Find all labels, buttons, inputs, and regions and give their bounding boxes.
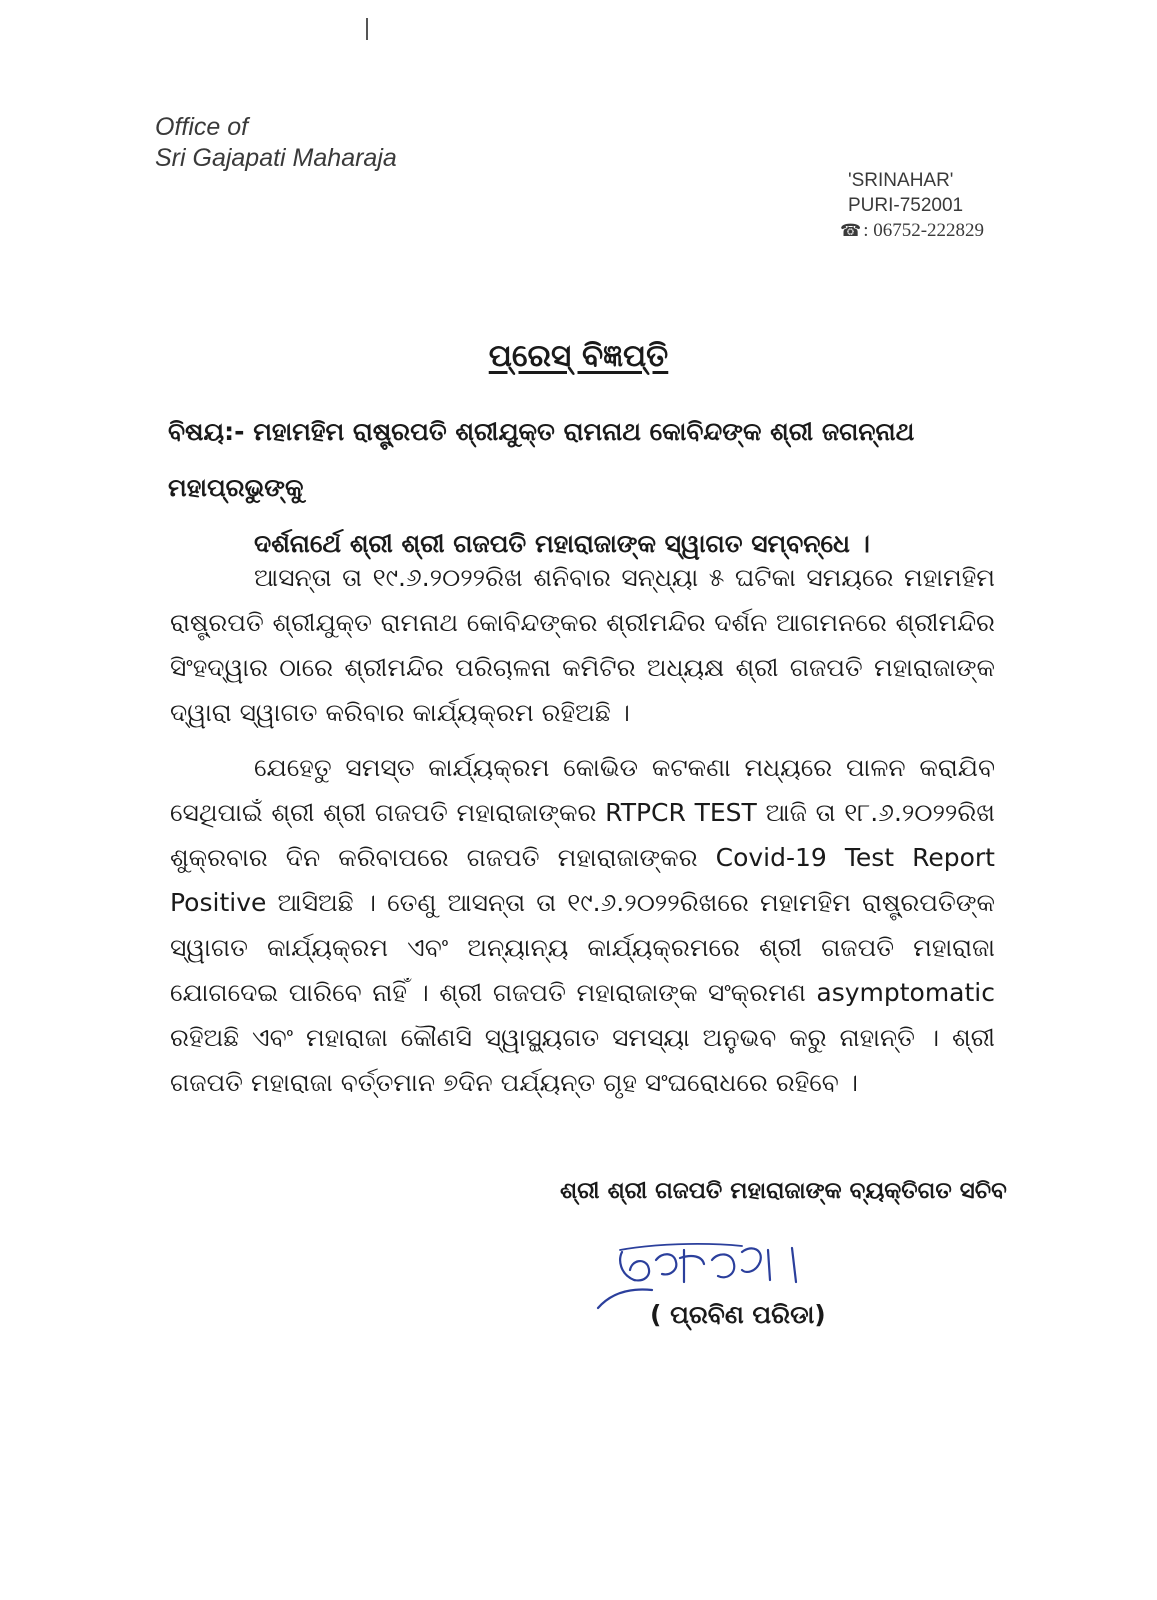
signature-stroke bbox=[598, 1248, 796, 1308]
fold-mark bbox=[366, 18, 368, 40]
subject-block bbox=[168, 404, 998, 572]
telephone-icon: ☎ bbox=[840, 221, 862, 240]
paragraph-1: ଆସନ୍ତା ତା ୧୯.୬.୨୦୨୨ରିଖ ଶନିବାର ସନ୍ଧ୍ୟା ୫ ଘଟିକା ସମୟରେ ମହାମହିମ ରାଷ୍ଟ୍ରପତି ଶ୍ରୀଯୁକ୍ତ ରାମନାଥ କୋବିନ୍ଦଙ୍କର ଶ୍ରୀମନ୍ଦିର ଦର୍ଶନ ଆଗମନରେ ଶ୍ରୀମନ୍ଦିର ସିଂହଦ୍ୱାର ଠାରେ ଶ୍ରୀମନ୍ଦିର ପରିଚାଳନା କମିଟିର ଅଧ୍ୟକ୍ଷ ଶ୍ରୀ ଗଜପତି ମହାରାଜାଙ୍କ ଦ୍ୱାରା ସ୍ୱାଗତ କରିବାର କାର୍ଯ୍ୟକ୍ରମ ରହିଅଛି । bbox=[170, 563, 995, 727]
phone-number: : 06752-222829 bbox=[863, 220, 985, 241]
signatory-name: ( ପ୍ରବିଣ ପରିଡା) bbox=[650, 1300, 826, 1329]
address-line1: 'SRINAHAR' bbox=[848, 170, 954, 191]
secretary-designation: ଶ୍ରୀ ଶ୍ରୀ ଗଜପତି ମହାରାଜାଙ୍କ ବ୍ୟକ୍ତିଗତ ସଚିବ bbox=[560, 1178, 1007, 1204]
paragraph-2: ଯେହେତୁ ସମସ୍ତ କାର୍ଯ୍ୟକ୍ରମ କୋଭିଡ କଟକଣା ମଧ୍ୟରେ ପାଳନ କରାଯିବ ସେଥିପାଇଁ ଶ୍ରୀ ଶ୍ରୀ ଗଜପତି ମହାରାଜାଙ୍କର RTPCR TEST ଆଜି ତା ୧୮.୬.୨୦୨୨ରିଖ ଶୁକ୍ରବାର ଦିନ କରିବାପରେ ଗଜପତି ମହାରାଜାଙ୍କର Covid-19 Test Report Positive ଆସିଅଛି । ତେଣୁ ଆସନ୍ତା ତା ୧୯.୬.୨୦୨୨ରିଖରେ ମହାମହିମ ରାଷ୍ଟ୍ରପତିଙ୍କ ସ୍ୱାଗତ କାର୍ଯ୍ୟକ୍ରମ ଏବଂ ଅନ୍ୟାନ୍ୟ କାର୍ଯ୍ୟକ୍ରମରେ ଶ୍ରୀ ଗଜପତି ମହାରାଜା ଯୋଗଦେଇ ପାରିବେ ନାହିଁ । ଶ୍ରୀ ଗଜପତି ମହାରାଜାଙ୍କ ସଂକ୍ରମଣ asymptomatic ରହିଅଛି ଏବଂ ମହାରାଜା କୌଣସି ସ୍ୱାସ୍ଥ୍ୟଗତ ସମସ୍ୟା ଅନୁଭବ କରୁ ନାହାନ୍ତି । ଶ୍ରୀ ଗଜପତି ମହାରାଜା ବର୍ତ୍ତମାନ ୭ଦିନ ପର୍ଯ୍ୟନ୍ତ ଗୃହ ସଂଘରୋଧରେ ରହିବେ । bbox=[170, 753, 995, 1097]
phone-line bbox=[840, 218, 984, 243]
page-title-text: ପ୍ରେସ୍ ବିଜ୍ଞପ୍ତି bbox=[488, 338, 669, 374]
page-title bbox=[0, 338, 1157, 375]
signature-underline-stroke bbox=[620, 1244, 742, 1250]
address-line2: PURI-752001 bbox=[848, 195, 964, 216]
office-letterhead bbox=[155, 112, 397, 174]
subject-line1: ବିଷୟ:- ମହାମହିମ ରାଷ୍ଟ୍ରପତି ଶ୍ରୀଯୁକ୍ତ ରାମନାଥ କୋବିନ୍ଦଙ୍କ ଶ୍ରୀ ଜଗନ୍ନାଥ ମହାପ୍ରଭୁଙ୍କୁ bbox=[168, 417, 915, 502]
office-line1: Office of bbox=[155, 113, 249, 141]
subject-line2: ଦର୍ଶନାର୍ଥେ ଶ୍ରୀ ଶ୍ରୀ ଗଜପତି ମହାରାଜାଙ୍କ ସ୍ୱାଗତ ସମ୍ବନ୍ଧେ । bbox=[254, 529, 870, 558]
office-line2: Sri Gajapati Maharaja bbox=[155, 144, 397, 172]
address-block bbox=[840, 168, 985, 243]
